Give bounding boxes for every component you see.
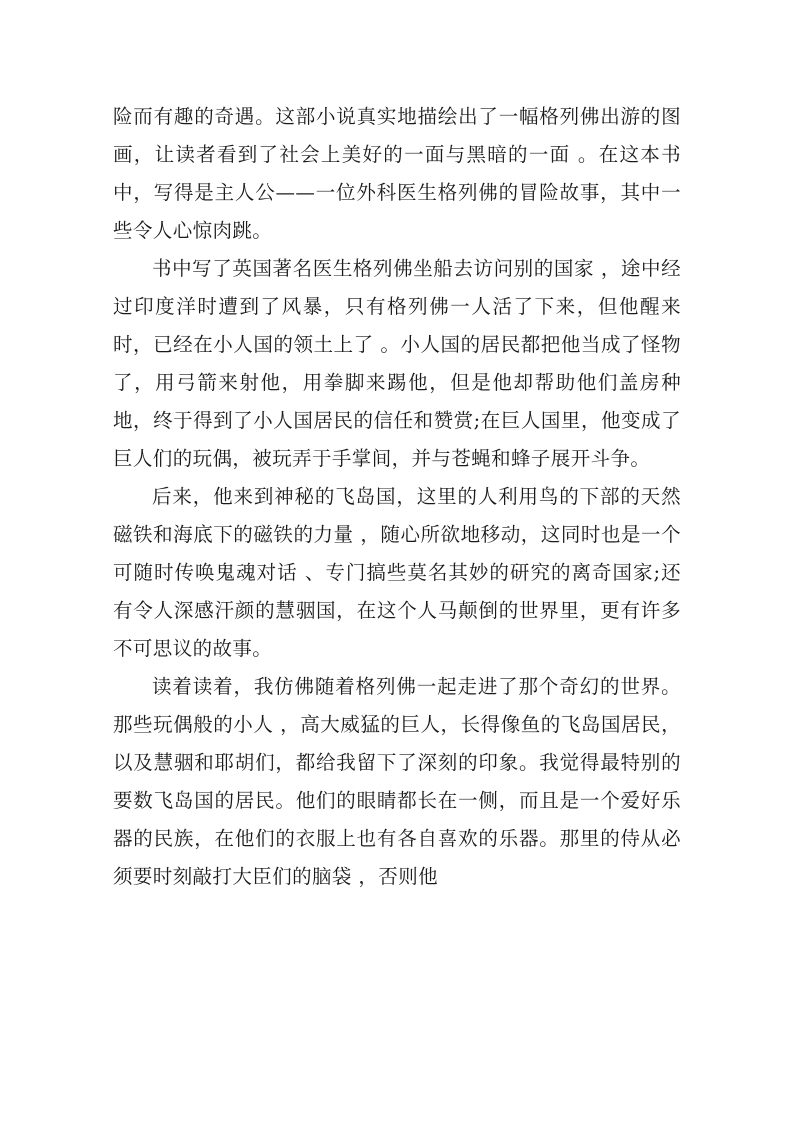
paragraph: 后来，他来到神秘的飞岛国，这里的人利用鸟的下部的天然磁铁和海底下的磁铁的力量 ，随心所欲地移动，这同时也是一个可随时传唤鬼魂对话 、专门搞些莫名其妙的研究的离奇国家;还有令人深感汗颜的慧骃国，在这个人马颠倒的世界里，更有许多不可思议的故事。: [113, 485, 681, 660]
paragraph: 读着读着，我仿佛随着格列佛一起走进了那个奇幻的世界。那些玩偶般的小人 ，高大威猛的巨人，长得像鱼的飞岛国居民，以及慧骃和耶胡们，都给我留下了深刻的印象。我觉得最特别的要数飞岛国的居民。他们的眼睛都长在一侧，而且是一个爱好乐器的民族，在他们的衣服上也有各自喜欢的乐器。那里的侍从必须要时刻敲打大臣们的脑袋 ，否则他: [113, 675, 681, 888]
paragraph-continuation: 险而有趣的奇遇。这部小说真实地描绘出了一幅格列佛出游的图画，让读者看到了社会上美好的一面与黑暗的一面 。在这本书中，写得是主人公——一位外科医生格列佛的冒险故事，其中一些令人心惊肉跳。: [113, 105, 681, 242]
paragraph: 书中写了英国著名医生格列佛坐船去访问别的国家 ，途中经过印度洋时遭到了风暴，只有格列佛一人活了下来，但他醒来时，已经在小人国的领土上了 。小人国的居民都把他当成了怪物了，用弓箭来射他，用拳脚来踢他，但是他却帮助他们盖房种地，终于得到了小人国居民的信任和赞赏;在巨人国里，他变成了巨人们的玩偶，被玩弄于手掌间，并与苍蝇和蜂子展开斗争。: [113, 257, 681, 470]
document-body: [113, 98, 681, 896]
